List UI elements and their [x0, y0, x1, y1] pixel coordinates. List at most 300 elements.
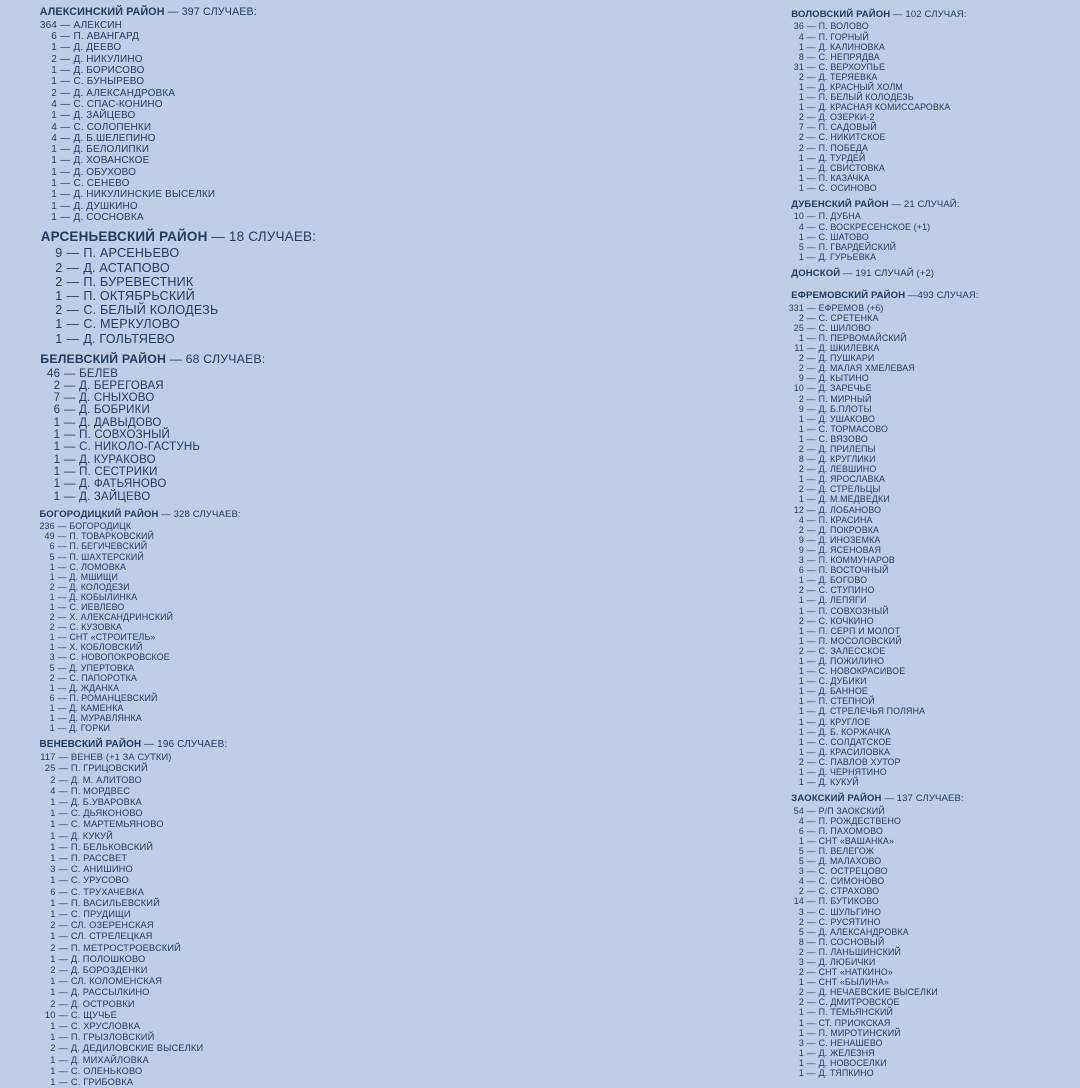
- district-name: ВЕНЕВСКИЙ РАЙОН: [39, 739, 142, 751]
- case-entry: [36, 572, 456, 582]
- dash-separator: —: [806, 353, 816, 364]
- dash-separator: —: [63, 392, 76, 405]
- dash-separator: —: [806, 967, 816, 978]
- place-name: П. РАССВЕТ: [70, 852, 128, 863]
- place-name: П. ГВАРДЕЙСКИЙ: [818, 241, 897, 252]
- case-count: 2: [798, 393, 804, 404]
- place-name: С. НОВОКРАСИВОЕ: [818, 666, 906, 677]
- place-name: Д. КРУГЛОЕ: [818, 716, 871, 727]
- case-entry: [36, 622, 456, 632]
- case-count: 1: [798, 474, 804, 485]
- place-name: П. ВАСИЛЬЕВСКИЙ: [70, 897, 160, 908]
- dash-separator: —: [66, 260, 80, 275]
- case-entry: [787, 1058, 1077, 1068]
- place-name: Р/П ЗАОКСКИЙ: [818, 805, 885, 816]
- case-count: 4: [50, 785, 56, 796]
- place-name: Д. БОРИСОВО: [73, 65, 145, 77]
- case-entry: [787, 52, 1077, 62]
- case-count: 1: [798, 726, 804, 737]
- place-name: Д. АЛЕКСАНДРОВКА: [818, 926, 909, 937]
- place-name: ЕФРЕМОВ (+6): [818, 302, 884, 313]
- dash-separator: —: [57, 581, 67, 592]
- case-entry: [36, 1021, 456, 1032]
- case-entry: [36, 380, 456, 392]
- case-entry: [36, 663, 456, 673]
- place-name: Х. АЛЕКСАНДРИНСКИЙ: [69, 612, 174, 623]
- case-count: 11: [794, 343, 804, 354]
- case-entry: [787, 323, 1077, 333]
- dash-separator: —: [806, 31, 816, 42]
- case-count: 1: [798, 655, 804, 666]
- case-count: 1: [51, 200, 57, 212]
- dash-separator: —: [806, 777, 816, 788]
- dash-separator: —: [60, 98, 71, 110]
- case-count: 46: [47, 367, 61, 380]
- case-count: 2: [50, 920, 56, 931]
- case-entry: [36, 683, 456, 693]
- case-entry: [787, 656, 1077, 666]
- case-entry: [787, 303, 1077, 313]
- dash-separator: —: [58, 897, 68, 908]
- case-count: 5: [798, 926, 804, 937]
- case-count: 1: [798, 162, 804, 173]
- dash-separator: —: [58, 1043, 68, 1054]
- case-count: 1: [53, 490, 61, 503]
- case-entry: [36, 864, 456, 875]
- case-count: 1: [50, 819, 56, 830]
- dash-separator: —: [806, 494, 816, 505]
- case-entry: [787, 333, 1077, 343]
- place-name: СНТ «НАТКИНО»: [818, 967, 893, 978]
- place-name: Д. ШКИЛЕВКА: [818, 343, 880, 354]
- case-count: 3: [798, 906, 804, 917]
- case-count: 1: [50, 953, 56, 964]
- district-case-count: — 18 СЛУЧАЕВ:: [211, 229, 317, 245]
- dash-separator: —: [66, 288, 80, 303]
- case-entry: [36, 562, 456, 572]
- case-count: 4: [798, 31, 804, 42]
- dash-separator: —: [806, 655, 816, 666]
- place-name: Д. ЗАЙЦЕВО: [73, 110, 136, 122]
- case-entry: [787, 636, 1077, 646]
- case-count: 1: [798, 635, 804, 646]
- case-entry: [36, 999, 456, 1010]
- district-case-count: — 137 СЛУЧАЕВ:: [884, 793, 964, 805]
- place-name: П. КАЗАЧКА: [818, 172, 870, 183]
- case-entry: [787, 444, 1077, 454]
- dash-separator: —: [58, 1032, 68, 1043]
- case-count: 1: [49, 702, 55, 713]
- case-count: 1: [798, 332, 804, 343]
- case-entry: [36, 898, 456, 909]
- case-entry: [36, 167, 456, 178]
- dash-separator: —: [58, 852, 68, 863]
- case-count: 6: [51, 31, 57, 43]
- case-count: 1: [798, 706, 804, 717]
- case-count: 2: [51, 53, 57, 65]
- district-section: [787, 9, 1077, 193]
- case-entry: [36, 797, 456, 808]
- dash-separator: —: [806, 1037, 816, 1048]
- case-count: 2: [798, 142, 804, 153]
- case-entry: [36, 1043, 456, 1054]
- case-entry: [36, 582, 456, 592]
- place-name: П. СЕСТРИКИ: [79, 465, 158, 478]
- case-entry: [36, 76, 456, 87]
- place-name: Д. УПЕРТОВКА: [69, 662, 135, 673]
- dash-separator: —: [58, 785, 68, 796]
- case-entry: [36, 54, 456, 65]
- case-entry: [787, 173, 1077, 183]
- case-entry: [36, 632, 456, 642]
- dash-separator: —: [58, 987, 68, 998]
- place-name: С. ДМИТРОВСКОЕ: [818, 997, 900, 1008]
- case-count: 2: [49, 672, 55, 683]
- case-entry: [787, 252, 1077, 262]
- place-name: С. НИКОЛО-ГАСТУНЬ: [79, 441, 201, 454]
- dash-separator: —: [806, 825, 816, 836]
- case-count: 2: [55, 303, 63, 318]
- place-name: П. ВОСТОЧНЫЙ: [818, 565, 889, 576]
- dash-separator: —: [806, 172, 816, 183]
- dash-separator: —: [58, 875, 68, 886]
- dash-separator: —: [806, 433, 816, 444]
- case-entry: [36, 831, 456, 842]
- case-count: 1: [51, 178, 57, 189]
- dash-separator: —: [57, 601, 67, 612]
- case-entry: [36, 808, 456, 819]
- dash-separator: —: [806, 635, 816, 646]
- case-entry: [36, 246, 456, 260]
- dash-separator: —: [58, 964, 68, 975]
- place-name: С. ЩУЧЬЕ: [70, 1009, 118, 1020]
- dash-separator: —: [60, 31, 71, 43]
- case-count: 1: [50, 1021, 56, 1031]
- place-name: Д. Б.ПЛОТЫ: [818, 403, 872, 414]
- case-count: 1: [50, 875, 56, 886]
- case-entry: [36, 842, 456, 853]
- place-name: Д. СТРЕЛЕЧЬЯ ПОЛЯНА: [818, 706, 926, 717]
- case-entry: [787, 82, 1077, 92]
- case-count: 1: [51, 76, 57, 88]
- case-entry: [787, 132, 1077, 142]
- case-entry: [787, 957, 1077, 967]
- case-entry: [787, 947, 1077, 957]
- dash-separator: —: [806, 605, 816, 616]
- case-entry: [36, 155, 456, 166]
- dash-separator: —: [66, 331, 80, 346]
- dash-separator: —: [63, 490, 76, 503]
- case-entry: [36, 289, 456, 303]
- case-entry: [36, 976, 456, 987]
- district-section: [36, 229, 456, 346]
- case-count: 1: [49, 601, 55, 612]
- case-count: 1: [49, 561, 55, 572]
- dash-separator: —: [60, 189, 71, 201]
- dash-separator: —: [806, 231, 816, 242]
- dash-separator: —: [806, 102, 816, 113]
- case-count: 1: [798, 777, 804, 788]
- case-count: 1: [798, 251, 804, 262]
- case-entry: [36, 478, 456, 490]
- case-count: 2: [798, 524, 804, 535]
- district-section: [36, 739, 456, 1088]
- case-count: 4: [798, 815, 804, 826]
- dash-separator: —: [806, 916, 816, 927]
- case-count: 1: [798, 625, 804, 636]
- case-count: 1: [53, 416, 61, 429]
- case-entry: [787, 313, 1077, 323]
- case-count: 2: [50, 964, 56, 975]
- dash-separator: —: [63, 478, 76, 491]
- dash-separator: —: [57, 723, 67, 734]
- place-name: П. САДОВЫЙ: [818, 122, 877, 133]
- dash-separator: —: [806, 41, 816, 52]
- place-name: Д. ФАТЬЯНОВО: [79, 478, 167, 491]
- dash-separator: —: [806, 182, 816, 193]
- place-name: С. ПАПОРОТКА: [69, 672, 137, 683]
- case-count: 9: [55, 246, 63, 261]
- case-entry: [787, 927, 1077, 937]
- place-name: П. ПАХОМОВО: [818, 825, 884, 836]
- dash-separator: —: [60, 200, 71, 212]
- place-name: Д. Б.УВАРОВКА: [70, 796, 142, 807]
- case-entry: [36, 417, 456, 429]
- dash-separator: —: [806, 575, 816, 586]
- dash-separator: —: [806, 81, 816, 92]
- dash-separator: —: [806, 544, 816, 555]
- place-name: Д. СВИСТОВКА: [818, 162, 885, 173]
- dash-separator: —: [66, 303, 80, 318]
- case-entry: [36, 642, 456, 652]
- case-entry: [787, 404, 1077, 414]
- case-entry: [36, 931, 456, 942]
- dash-separator: —: [60, 121, 71, 133]
- place-name: П. ТЕМЬЯНСКИЙ: [818, 1007, 893, 1018]
- case-entry: [36, 965, 456, 976]
- case-entry: [36, 875, 456, 886]
- dash-separator: —: [806, 162, 816, 173]
- place-name: Д. ЗАЙЦЕВО: [79, 490, 151, 503]
- case-count: 2: [798, 464, 804, 475]
- district-header: [41, 229, 456, 245]
- case-entry: [787, 464, 1077, 474]
- case-entry: [36, 713, 456, 723]
- district-header: [791, 793, 1077, 804]
- dash-separator: —: [806, 1017, 816, 1028]
- place-name: Д. ЛЮБИЧКИ: [818, 957, 876, 967]
- dash-separator: —: [806, 241, 816, 252]
- place-name: Д. ЯСЕНОВАЯ: [818, 544, 882, 555]
- dash-separator: —: [57, 692, 67, 703]
- case-entry: [787, 153, 1077, 163]
- dash-separator: —: [58, 976, 68, 987]
- dash-separator: —: [58, 819, 68, 830]
- place-name: Д. КОЛОДЕЗИ: [69, 581, 130, 592]
- case-entry: [36, 1077, 456, 1088]
- dash-separator: —: [57, 551, 67, 562]
- case-entry: [787, 757, 1077, 767]
- place-name: П. СОСНОВЫЙ: [818, 936, 885, 947]
- place-name: С. ГРИБОВКА: [70, 1077, 134, 1088]
- case-count: 1: [50, 976, 56, 987]
- case-entry: [36, 987, 456, 998]
- case-entry: [787, 353, 1077, 363]
- dash-separator: —: [60, 178, 71, 189]
- case-entry: [787, 143, 1077, 153]
- dash-separator: —: [806, 896, 816, 907]
- place-name: С. ТОРМАСОВО: [818, 423, 889, 434]
- place-name: Д. ЛЕВШИНО: [818, 464, 877, 475]
- case-entry: [787, 907, 1077, 917]
- dash-separator: —: [806, 706, 816, 717]
- case-count: 1: [798, 81, 804, 92]
- place-name: С. ИЕВЛЕВО: [69, 601, 125, 612]
- place-name: Д. ЧЕРНЯТИНО: [818, 767, 887, 777]
- case-count: 236: [39, 521, 55, 532]
- case-count: 1: [798, 686, 804, 697]
- place-name: АЛЕКСИН: [73, 19, 123, 31]
- case-count: 2: [798, 886, 804, 897]
- case-count: 1: [798, 595, 804, 606]
- dash-separator: —: [58, 953, 68, 964]
- case-entry: [36, 552, 456, 562]
- district-name: БЕЛЕВСКИЙ РАЙОН: [40, 351, 167, 366]
- case-entry: [787, 1068, 1077, 1078]
- dash-separator: —: [806, 514, 816, 525]
- dash-separator: —: [806, 866, 816, 877]
- case-count: 1: [798, 736, 804, 747]
- dash-separator: —: [806, 736, 816, 747]
- case-count: 1: [798, 1007, 804, 1018]
- case-count: 6: [49, 692, 55, 703]
- case-count: 3: [798, 555, 804, 566]
- dash-separator: —: [57, 713, 67, 723]
- case-count: 25: [793, 322, 804, 333]
- case-count: 2: [798, 444, 804, 454]
- dash-separator: —: [58, 808, 68, 819]
- case-entry: [787, 102, 1077, 112]
- place-name: СТ. ПРИОКСКАЯ: [818, 1017, 891, 1028]
- case-entry: [787, 211, 1077, 221]
- place-name: Д. МАЛАЯ ХМЕЛЕВАЯ: [818, 363, 915, 374]
- dash-separator: —: [57, 672, 67, 683]
- place-name: Д. КЫТИНО: [818, 373, 869, 384]
- place-name: С. ТРУХАЧЕВКА: [70, 886, 145, 897]
- place-name: П. СОВХОЗНЫЙ: [79, 429, 170, 442]
- place-name: С. ХРУСЛОВКА: [70, 1021, 141, 1031]
- case-entry: [787, 363, 1077, 373]
- case-entry: [36, 122, 456, 133]
- case-count: 2: [798, 132, 804, 143]
- case-entry: [787, 616, 1077, 626]
- case-count: 2: [798, 967, 804, 978]
- case-count: 1: [51, 155, 57, 167]
- case-entry: [787, 343, 1077, 353]
- district-section: [36, 352, 456, 503]
- case-entry: [787, 434, 1077, 444]
- dash-separator: —: [806, 322, 816, 333]
- dash-separator: —: [806, 645, 816, 656]
- case-count: 1: [798, 413, 804, 424]
- case-count: 5: [49, 551, 55, 562]
- case-count: 1: [50, 987, 56, 998]
- case-count: 2: [49, 612, 55, 623]
- case-entry: [787, 555, 1077, 565]
- case-count: 1: [53, 453, 61, 466]
- district-section: [36, 6, 456, 223]
- place-name: С. УРУСОВО: [70, 875, 129, 886]
- case-entry: [787, 1038, 1077, 1048]
- place-name: П. ШАХТЕРСКИЙ: [69, 551, 144, 562]
- dash-separator: —: [806, 312, 816, 323]
- place-name: П. ПОБЕДА: [818, 142, 869, 153]
- dash-separator: —: [806, 676, 816, 687]
- place-name: Д. АЛЕКСАНДРОВКА: [73, 87, 176, 99]
- place-name: Д. КРАСИЛОВКА: [818, 746, 891, 757]
- case-count: 1: [798, 767, 804, 777]
- district-name: АЛЕКСИНСКИЙ РАЙОН: [39, 6, 165, 18]
- case-entry: [36, 88, 456, 99]
- case-count: 2: [53, 379, 61, 392]
- case-count: 8: [798, 51, 804, 62]
- case-entry: [787, 727, 1077, 737]
- dash-separator: —: [806, 332, 816, 343]
- case-entry: [36, 909, 456, 920]
- case-entry: [36, 303, 456, 317]
- place-name: П. СЕРП И МОЛОТ: [818, 625, 901, 636]
- case-count: 1: [53, 441, 61, 454]
- place-name: С. СПАС-КОНИНО: [73, 98, 163, 110]
- case-entry: [36, 99, 456, 110]
- place-name: Д. БОГОВО: [818, 575, 868, 586]
- place-name: П. ГОРНЫЙ: [818, 31, 869, 42]
- dash-separator: —: [806, 767, 816, 777]
- place-name: Д. КОБЫЛИНКА: [69, 591, 138, 602]
- place-name: П. СТЕПНОЙ: [818, 696, 875, 707]
- case-count: 1: [51, 144, 57, 156]
- case-entry: [36, 429, 456, 441]
- place-name: С. СЕНЕВО: [73, 178, 130, 189]
- dash-separator: —: [806, 92, 816, 103]
- dash-separator: —: [63, 367, 76, 380]
- case-entry: [36, 602, 456, 612]
- dash-separator: —: [806, 926, 816, 937]
- place-name: П. ВОЛОВО: [818, 21, 869, 32]
- dash-separator: —: [806, 997, 816, 1008]
- case-entry: [787, 846, 1077, 856]
- district-name: ДОНСКОЙ: [791, 267, 841, 279]
- dash-separator: —: [806, 835, 816, 846]
- case-entry: [787, 896, 1077, 906]
- place-name: Д. МИХАЙЛОВКА: [70, 1054, 149, 1065]
- case-count: 1: [798, 696, 804, 707]
- dash-separator: —: [58, 864, 68, 875]
- case-count: 4: [51, 98, 57, 110]
- case-entry: [787, 937, 1077, 947]
- case-count: 1: [49, 723, 55, 734]
- district-header: [40, 6, 456, 19]
- district-name: ЕФРЕМОВСКИЙ РАЙОН: [791, 290, 906, 302]
- case-entry: [36, 693, 456, 703]
- place-name: С. КОЧКИНО: [818, 615, 874, 626]
- case-count: 2: [798, 585, 804, 596]
- case-count: 1: [798, 102, 804, 113]
- place-name: СНТ «БЫЛИНА»: [818, 977, 890, 988]
- dash-separator: —: [57, 531, 67, 542]
- place-name: П. АРСЕНЬЕВО: [83, 246, 180, 261]
- case-count: 4: [798, 876, 804, 887]
